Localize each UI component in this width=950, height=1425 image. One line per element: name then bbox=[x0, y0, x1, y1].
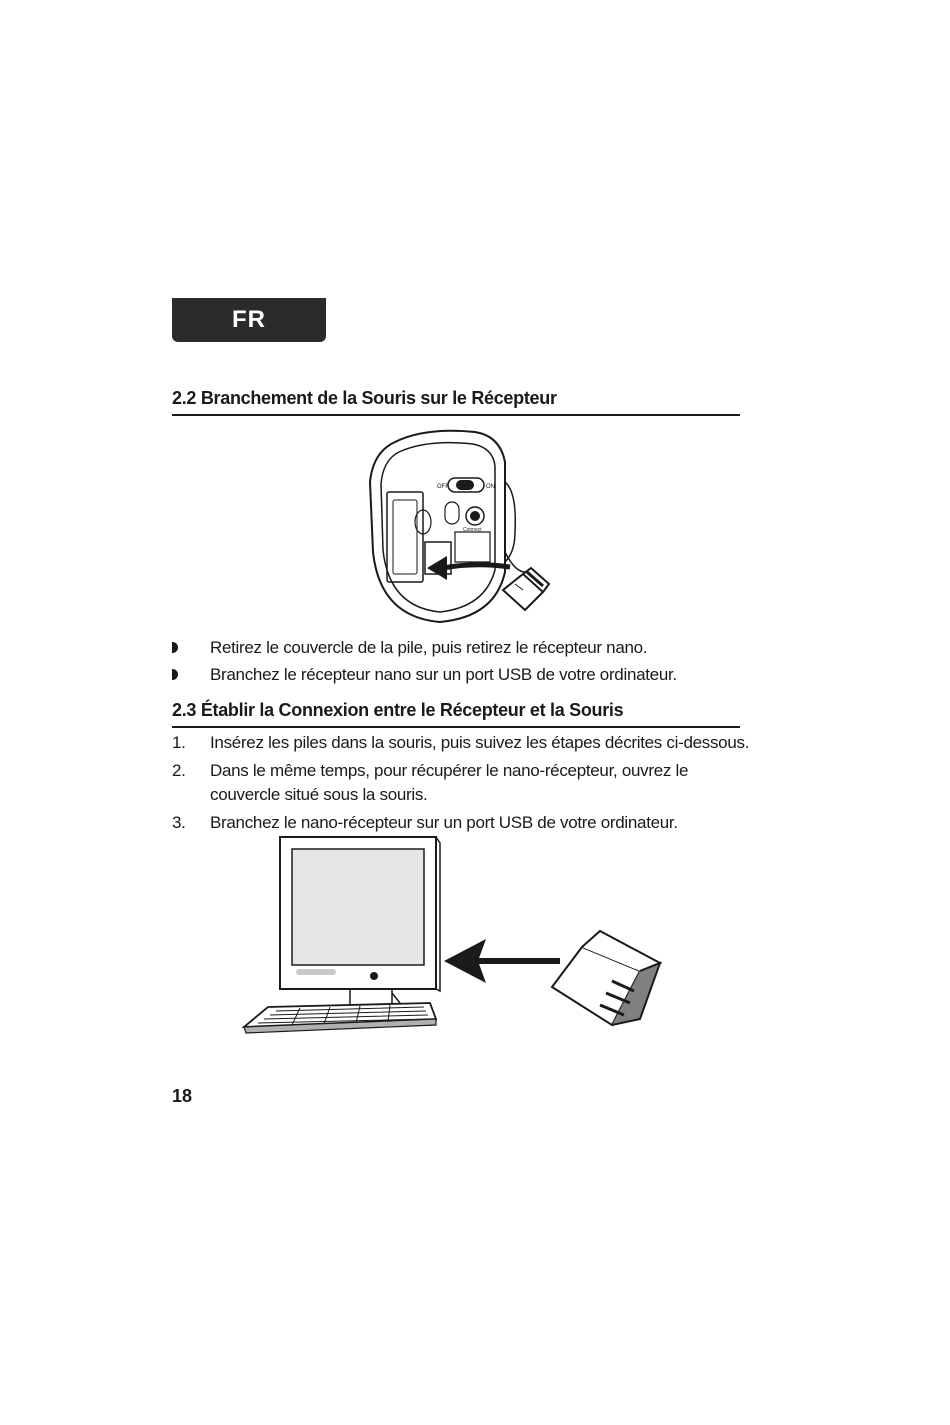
bullet-list bbox=[172, 634, 752, 688]
list-item bbox=[172, 759, 752, 807]
list-item bbox=[172, 811, 752, 835]
step-text: Branchez le nano-récepteur sur un port USB de votre ordinateur. bbox=[210, 813, 678, 832]
arrow-left-icon bbox=[444, 939, 560, 983]
insert-arrow-icon bbox=[427, 556, 510, 580]
mouse-underside-illustration bbox=[365, 422, 585, 627]
list-item bbox=[172, 661, 752, 688]
bullet-icon bbox=[172, 642, 178, 653]
bullet-icon bbox=[172, 669, 178, 680]
figure-label-on: ON bbox=[486, 484, 495, 490]
list-item-text: Branchez le récepteur nano sur un port USB de votre ordinateur. bbox=[210, 665, 677, 684]
step-text: Insérez les piles dans la souris, puis suivez les étapes décrites ci-dessous. bbox=[210, 733, 750, 752]
section-heading-2-2: 2.2 Branchement de la Souris sur le Récepteur bbox=[172, 388, 740, 416]
nano-receiver-icon bbox=[552, 931, 660, 1025]
section-heading-2-3: 2.3 Établir la Connexion entre le Récepteur et la Souris bbox=[172, 700, 740, 728]
keyboard-icon bbox=[244, 1003, 436, 1033]
step-number: 2. bbox=[172, 761, 186, 780]
page-number: 18 bbox=[172, 1086, 193, 1106]
step-text: Dans le même temps, pour récupérer le nano-récepteur, ouvrez le couvercle situé sous la souris. bbox=[210, 761, 689, 804]
list-item bbox=[172, 634, 752, 661]
list-item-text: Retirez le couvercle de la pile, puis retirez le récepteur nano. bbox=[210, 638, 648, 657]
figure-label-off: OFF bbox=[437, 484, 449, 490]
nano-receiver-icon bbox=[503, 568, 549, 610]
monitor-icon bbox=[280, 837, 440, 1007]
step-list bbox=[172, 731, 752, 839]
step-number: 3. bbox=[172, 813, 186, 832]
computer-with-usb-receiver-illustration bbox=[240, 835, 680, 1055]
figure-label-connect: Connect bbox=[463, 527, 482, 533]
list-item bbox=[172, 731, 752, 755]
step-number: 1. bbox=[172, 733, 186, 752]
language-code: FR bbox=[232, 306, 266, 333]
language-tab bbox=[172, 298, 326, 342]
